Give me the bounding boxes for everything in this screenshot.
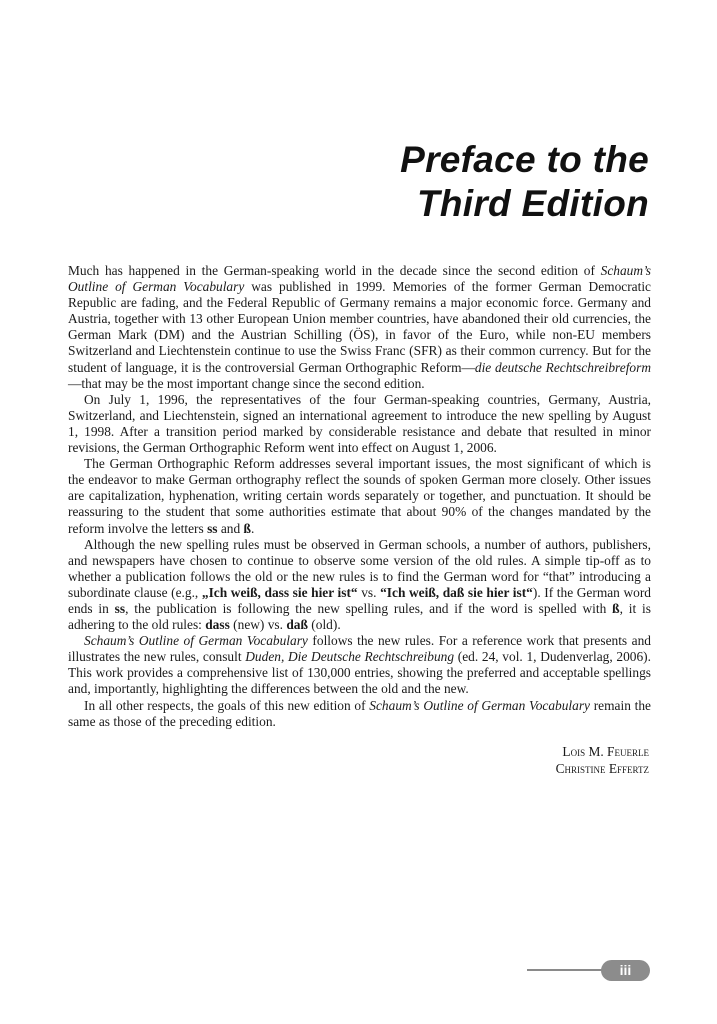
bold-term: ß [243, 520, 251, 536]
title-line-2: Third Edition [416, 183, 649, 224]
bold-term: dass [205, 617, 230, 633]
preface-body [68, 263, 651, 730]
text-run: (ed. 24, vol. 1, Dudenverlag, 2006). This work provides a comprehensive list of 130,000 entries, showing the preferred and acceptable spellings and, importantly, highlighting the differences between the old and the new. [68, 649, 651, 697]
text-run: —that may be the most important change since the second edition. [68, 375, 425, 391]
text-run: and [217, 520, 244, 536]
paragraph-2: On July 1, 1996, the representatives of the four German-speaking countries, Germany, Austria, Switzerland, and Liechtenstein, signed an international agreement to introduce the new spelling by August 1, 1998. After a transition period marked by considerable resistance and debate that resulted in minor revisions, the German Orthographic Reform went into effect on August 1, 2006. [68, 391, 651, 456]
text-run: vs. [357, 584, 381, 600]
example-new: „Ich weiß, dass sie hier ist“ [201, 584, 358, 600]
text-run: . [251, 520, 255, 536]
text-run: Much has happened in the German-speaking world in the decade since the second edition of [68, 263, 601, 278]
reference-title: Duden, Die Deutsche Rechtschreibung [245, 649, 455, 665]
text-run: , the publication is following the new spelling rules, and if the word is spelled with [125, 600, 613, 616]
book-title: Schaum’s Outline of German Vocabulary [369, 697, 590, 713]
text-run: (new) vs. [229, 617, 287, 633]
german-term: die deutsche Rechtschreibreform [474, 359, 651, 375]
page-number-badge: iii [601, 960, 650, 981]
author-1: Lois M. Feuerle [562, 744, 649, 759]
text-run: ). If the German word ends in [68, 584, 651, 616]
paragraph-6 [68, 698, 651, 730]
text-run: The German Orthographic Reform addresses several important issues, the most significant of which is the endeavor to make German orthography reflect the sounds of spoken German more closely. Other issues are capitalization, hyphenation, writing certain words separately or together, and punctuation. It should be reassuring to the student that some authorities estimate that about 90% of the changes mandated by the reform involve the letters [68, 456, 651, 536]
author-signature [556, 744, 649, 777]
bold-term: ß [612, 600, 620, 616]
text-run: In all other respects, the goals of this new edition of [84, 697, 370, 713]
text-run: remain the same as those of the preceding edition. [68, 697, 651, 729]
paragraph-1 [68, 263, 651, 392]
text-run: follows the new rules. For a reference work that presents and illustrates the new rules, consult [68, 633, 651, 665]
folio-rule [527, 969, 609, 971]
text-run: , it is adhering to the old rules: [68, 600, 651, 633]
text-run: (old). [307, 617, 341, 633]
paragraph-5 [68, 633, 651, 697]
text-run: Although the new spelling rules must be observed in German schools, a number of authors, publishers, and newspapers have chosen to continue to observe some version of the old rules. A simple tip-off as to whether a publication follows the old or the new rules is to find the German word for “that” introducing a subordinate clause (e.g., [68, 536, 651, 600]
book-title: Schaum’s Outline of German Vocabulary [68, 263, 651, 295]
book-title: Schaum’s Outline of German Vocabulary [84, 633, 308, 649]
paragraph-4 [68, 537, 651, 634]
title-line-1: Preface to the [400, 139, 649, 180]
bold-term: daß [286, 617, 308, 633]
paragraph-3 [68, 456, 651, 536]
example-old: “Ich weiß, daß sie hier ist“ [380, 584, 533, 600]
author-2: Christine Effertz [555, 760, 649, 776]
bold-term: ss [207, 520, 218, 536]
text-run: was published in 1999. Memories of the former German Democratic Republic are fading, and the Federal Republic of Germany remains a major economic force. Germany and Austria, together with 13 other European Union member countries, have abandoned their old currencies, the German Mark (DM) and the Austrian Schilling (ÖS), in favor of the Euro, while non-EU members Switzerland and Liechtenstein continue to use the Swiss Franc (SFR) as their common currency. But for the student of language, it is the controversial German Orthographic Reform— [68, 279, 651, 375]
bold-term: ss [114, 600, 126, 616]
page-title [400, 138, 649, 226]
